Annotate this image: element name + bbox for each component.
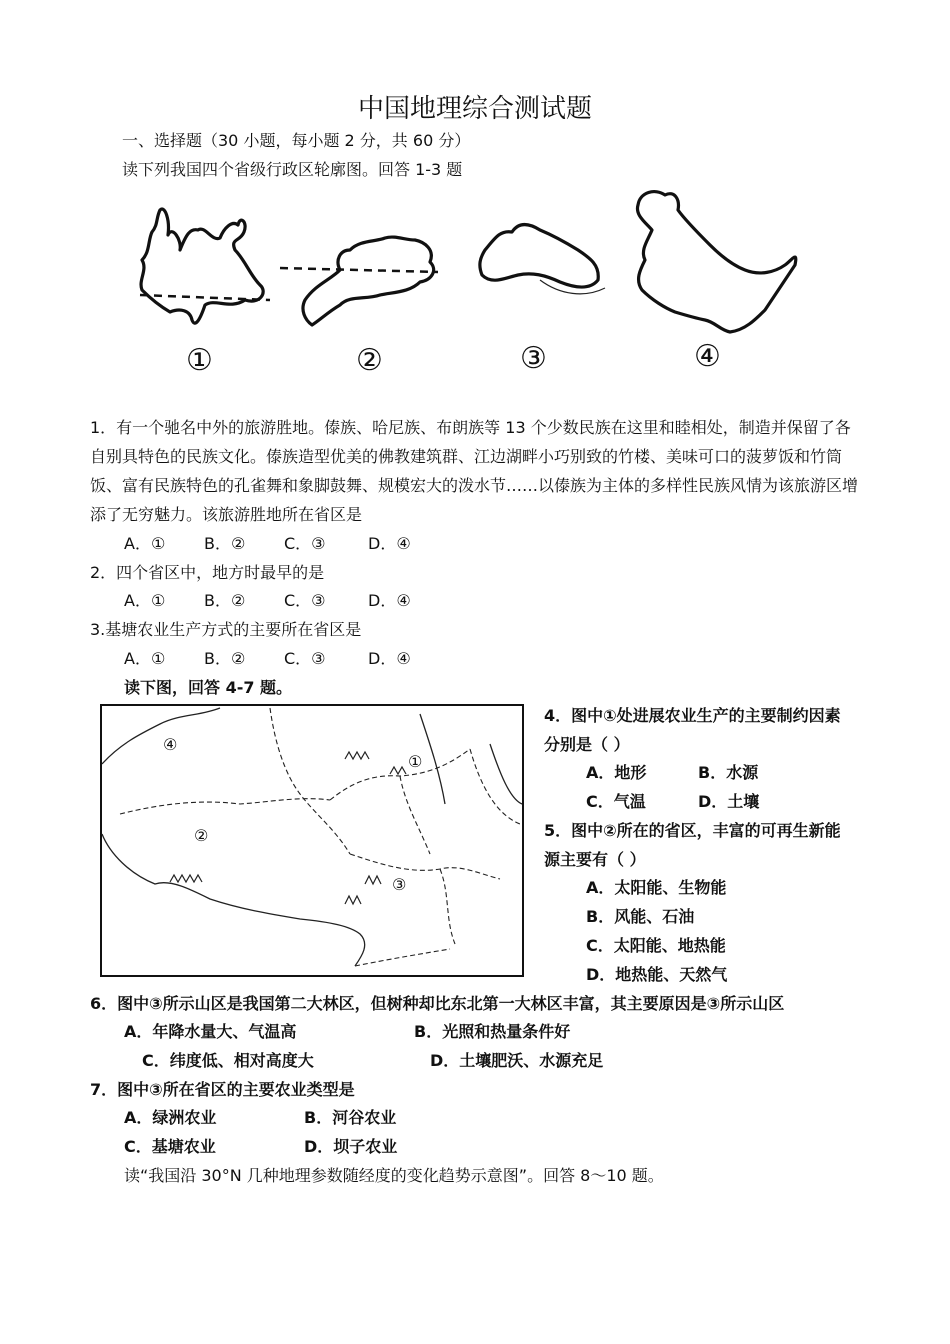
question-6-text: 6．图中③所示山区是我国第二大林区，但树种却比东北第一大林区丰富，其主要原因是③所示山区 (90, 994, 785, 1013)
q7-option-a[interactable]: A．绿洲农业 (124, 1108, 217, 1127)
intro-1-3: 读下列我国四个省级行政区轮廓图。回答 1-3 题 (122, 160, 463, 179)
q6-option-a[interactable]: A．年降水量大、气温高 (124, 1022, 297, 1041)
outline-2 (280, 237, 438, 325)
question-4-line-1: 4．图中①处进展农业生产的主要制约因素 (544, 706, 841, 725)
outline-4 (637, 192, 795, 332)
q2-option-b[interactable]: B．② (204, 591, 246, 610)
question-2-text: 2．四个省区中，地方时最早的是 (90, 563, 325, 582)
question-2-options (124, 593, 411, 609)
q7-option-d[interactable]: D．坝子农业 (304, 1137, 398, 1156)
q4-option-d[interactable]: D．土壤 (698, 792, 760, 811)
map-label-1: ① (408, 752, 423, 771)
q1-option-b[interactable]: B．② (204, 534, 246, 553)
q7-option-b[interactable]: B．河谷农业 (304, 1108, 397, 1127)
q1-option-a[interactable]: A．① (124, 534, 166, 553)
question-5-line-2: 源主要有（ ） (544, 850, 646, 869)
question-1-text: 1．有一个驰名中外的旅游胜地。傣族、哈尼族、布朗族等 13 个少数民族在这里和睦相处，制造并保留了各自别具特色的民族文化。傣族造型优美的佛教建筑群、江边湖畔小巧别致的竹楼、美味可口的菠萝饭和竹筒饭、富有民族特色的孔雀舞和象脚鼓舞、规模宏大的泼水节……以傣族为主体的多样性民族风情为该旅游区增添了无穷魅力。该旅游胜地所在省区是 (90, 418, 859, 524)
outline-label-4: ④ (694, 339, 721, 374)
q2-option-d[interactable]: D．④ (368, 591, 411, 610)
question-5-line-1: 5．图中②所在的省区，丰富的可再生新能 (544, 821, 841, 840)
q5-option-d[interactable]: D．地热能、天然气 (586, 965, 728, 984)
q5-option-a[interactable]: A．太阳能、生物能 (586, 878, 727, 897)
q6-option-d[interactable]: D．土壤肥沃、水源充足 (430, 1051, 604, 1070)
q4-option-c[interactable]: C．气温 (586, 792, 646, 811)
q5-option-c[interactable]: C．太阳能、地热能 (586, 936, 726, 955)
q3-option-b[interactable]: B．② (204, 649, 246, 668)
q2-option-c[interactable]: C．③ (284, 591, 326, 610)
q2-option-a[interactable]: A．① (124, 591, 166, 610)
map-label-4: ④ (163, 735, 178, 754)
question-4-line-2: 分别是（ ） (544, 735, 630, 754)
outline-label-2: ② (356, 343, 383, 378)
outline-label-1: ① (186, 343, 213, 378)
q6-option-b[interactable]: B．光照和热量条件好 (414, 1022, 571, 1041)
intro-8-10: 读“我国沿 30°N 几种地理参数随经度的变化趋势示意图”。回答 8～10 题。 (124, 1166, 664, 1185)
section-heading: 一、选择题（30 小题，每小题 2 分，共 60 分） (122, 131, 471, 150)
q3-option-c[interactable]: C．③ (284, 649, 326, 668)
q1-option-d[interactable]: D．④ (368, 534, 411, 553)
question-1-options (124, 536, 411, 552)
map-label-2: ② (194, 826, 209, 845)
q4-option-a[interactable]: A．地形 (586, 763, 647, 782)
question-4-options-row-2 (586, 794, 759, 810)
q4-option-b[interactable]: B．水源 (698, 763, 759, 782)
question-7-text: 7．图中③所在省区的主要农业类型是 (90, 1080, 355, 1099)
q3-option-a[interactable]: A．① (124, 649, 166, 668)
question-3-text: 3.基塘农业生产方式的主要所在省区是 (90, 620, 362, 639)
question-3-options (124, 651, 411, 667)
q5-option-b[interactable]: B．风能、石油 (586, 907, 695, 926)
page-title: 中国地理综合测试题 (357, 94, 592, 124)
outline-label-3: ③ (520, 341, 547, 376)
q3-option-d[interactable]: D．④ (368, 649, 411, 668)
outline-3 (480, 225, 605, 294)
intro-4-7: 读下图，回答 4-7 题。 (124, 678, 293, 697)
q7-option-c[interactable]: C．基塘农业 (124, 1137, 216, 1156)
q1-option-c[interactable]: C．③ (284, 534, 326, 553)
outline-1 (140, 209, 270, 323)
q6-option-c[interactable]: C．纬度低、相对高度大 (142, 1051, 314, 1070)
question-4-options-row-1 (586, 765, 758, 781)
map-label-3: ③ (392, 875, 407, 894)
